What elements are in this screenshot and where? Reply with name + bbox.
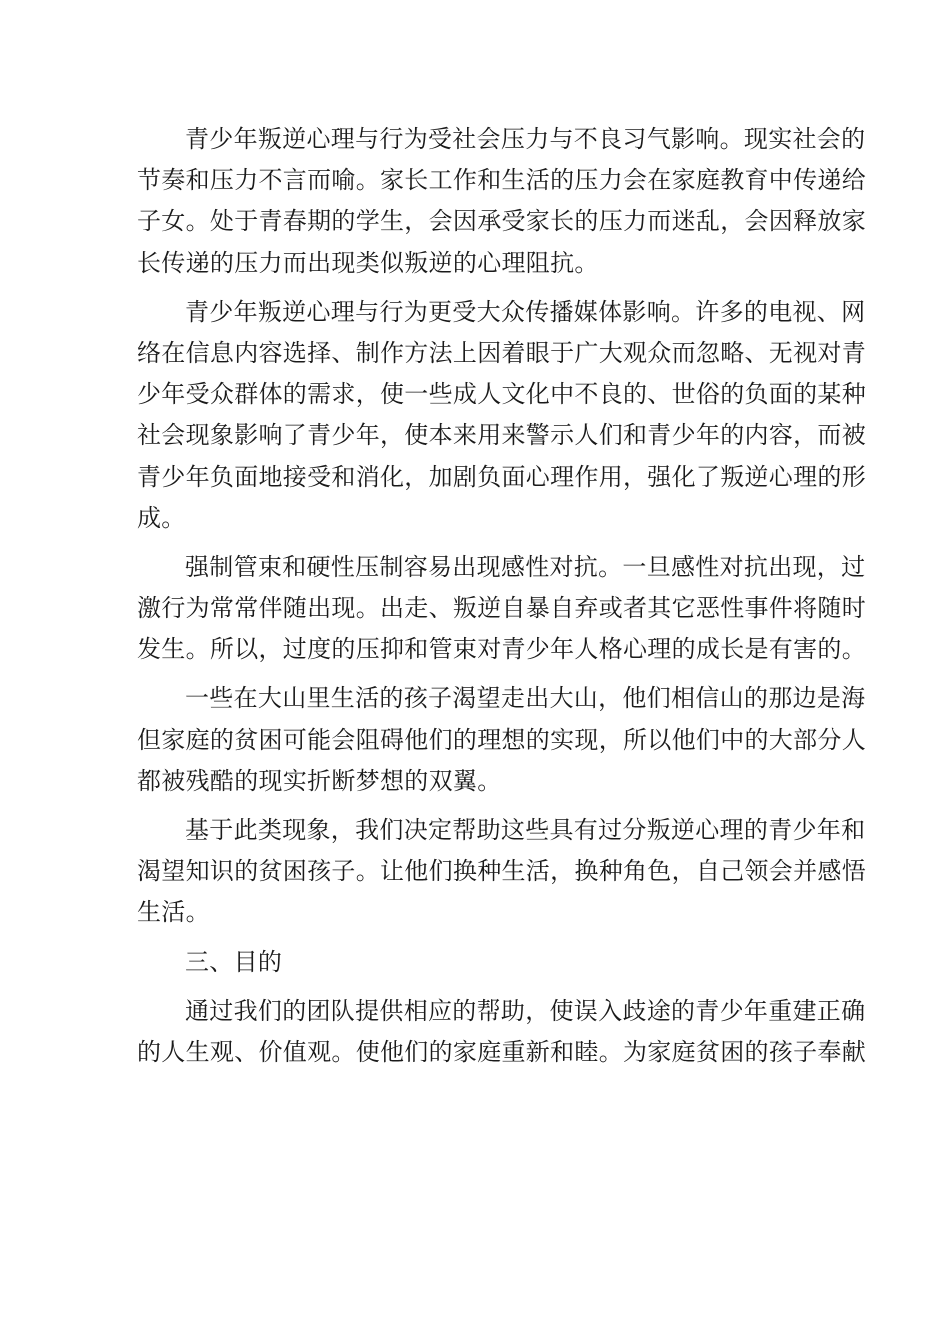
text-line: 社会现象影响了青少年，使本来用来警示人们和青少年的内容，而被 — [137, 421, 866, 450]
text-line: 的人生观、价值观。使他们的家庭重新和睦。为家庭贫困的孩子奉献 — [137, 1037, 866, 1066]
text-line: 青少年负面地接受和消化，加剧负面心理作用，强化了叛逆心理的形 — [137, 462, 866, 491]
text-line: 生活。 — [137, 898, 210, 927]
text-line: 少年受众群体的需求，使一些成人文化中不良的、世俗的负面的某种 — [137, 380, 866, 409]
section-heading: 三、目的 — [185, 947, 283, 976]
text-line: 青少年叛逆心理与行为更受大众传播媒体影响。许多的电视、网 — [185, 297, 866, 326]
text-line: 渴望知识的贫困孩子。让他们换种生活，换种角色，自己领会并感悟 — [137, 857, 866, 886]
text-line: 发生。所以，过度的压抑和管束对青少年人格心理的成长是有害的。 — [137, 635, 866, 664]
text-line: 子女。处于青春期的学生，会因承受家长的压力而迷乱，会因释放家 — [137, 207, 866, 236]
paragraph-social-pressure — [137, 119, 866, 284]
paragraph-purpose — [137, 991, 866, 1073]
text-line: 络在信息内容选择、制作方法上因着眼于广大观众而忽略、无视对青 — [137, 338, 866, 367]
text-line: 成。 — [137, 503, 186, 532]
text-line: 一些在大山里生活的孩子渴望走出大山，他们相信山的那边是海 — [185, 684, 866, 713]
text-line: 基于此类现象，我们决定帮助这些具有过分叛逆心理的青少年和 — [185, 816, 866, 844]
paragraph-mass-media — [137, 292, 866, 539]
text-line: 长传递的压力而出现类似叛逆的心理阻抗。 — [137, 248, 599, 277]
document-body — [137, 119, 866, 1073]
text-line: 强制管束和硬性压制容易出现感性对抗。一旦感性对抗出现，过 — [185, 552, 866, 581]
paragraph-forced-control — [137, 547, 866, 671]
text-line: 通过我们的团队提供相应的帮助，使误入歧途的青少年重建正确 — [185, 996, 866, 1025]
text-line: 激行为常常伴随出现。出走、叛逆自暴自弃或者其它恶性事件将随时 — [137, 594, 866, 623]
paragraph-decision — [137, 810, 866, 934]
section-heading-purpose — [137, 942, 813, 983]
text-line: 但家庭的贫困可能会阻碍他们的理想的实现，所以他们中的大部分人 — [137, 725, 866, 754]
text-line: 都被残酷的现实折断梦想的双翼。 — [137, 766, 502, 795]
text-line: 节奏和压力不言而喻。家长工作和生活的压力会在家庭教育中传递给 — [137, 166, 866, 195]
text-line: 青少年叛逆心理与行为受社会压力与不良习气影响。现实社会的 — [185, 125, 866, 153]
paragraph-mountain-children — [137, 678, 866, 802]
